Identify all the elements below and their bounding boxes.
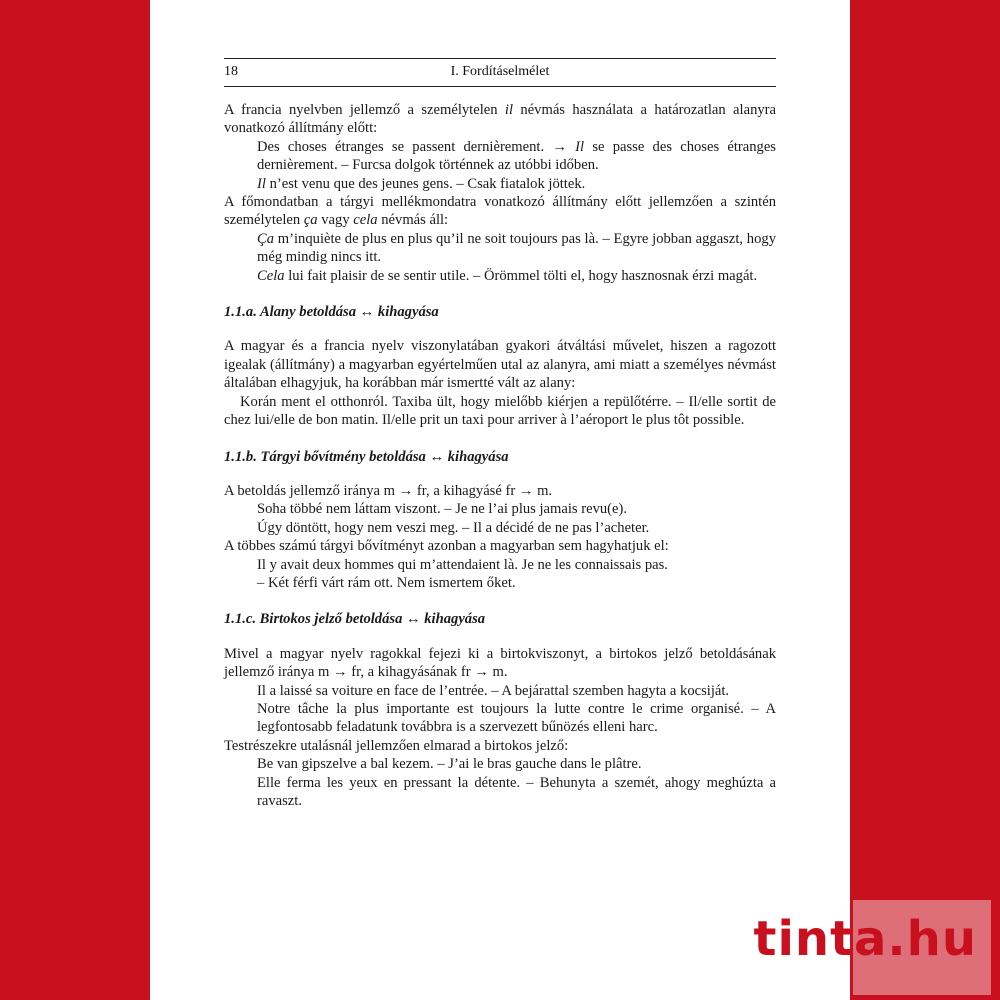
watermark <box>753 900 991 995</box>
paragraph <box>224 193 776 230</box>
italic-term: Il <box>575 138 585 155</box>
book-page <box>150 0 850 1000</box>
text-run: Elle ferma les yeux en pressant la détente. – Behunyta a szemét, ahogy meghúzta a ravaszt. <box>257 774 776 809</box>
text-run: Mivel a magyar nyelv ragokkal fejezi ki a birtokviszonyt, a birtokos jelző betoldásának jellemző iránya m → fr, a kihagyásának fr → m. <box>224 645 776 681</box>
spacer <box>224 321 776 337</box>
example-line <box>224 138 776 175</box>
italic-term: Il <box>257 175 266 192</box>
paragraph <box>224 737 776 755</box>
example-line <box>224 755 776 773</box>
text-run: Notre tâche la plus importante est toujours la lutte contre le crime organisé. – A legfontosabb feladatunk továbbra is a szervezett bűnözés elleni harc. <box>257 700 776 736</box>
paragraph <box>224 337 776 392</box>
italic-term: ça <box>303 212 318 229</box>
text-run: Des choses étranges se passent dernièrement. → <box>257 138 576 155</box>
text-run: A többes számú tárgyi bővítményt azonban a magyarban sem hagyhatjuk el: <box>224 538 669 555</box>
example-line <box>224 500 776 518</box>
text-run: névmás használata a határozatlan alanyra vonatkozó állítmány előtt: <box>224 102 776 137</box>
text-run: Testrészekre utalásnál jellemzően elmarad a birtokos jelző: <box>224 737 569 754</box>
watermark-logo: tinta.hu <box>753 911 977 967</box>
text-run: 1.1.c. Birtokos jelző betoldása ↔ kihagyása <box>224 611 486 628</box>
section-heading <box>224 303 776 321</box>
text-run: lui fait plaisir de se sentir utile. – Örömmel tölti el, hogy hasznosnak érzi magát. <box>284 267 758 284</box>
example-line <box>224 556 776 574</box>
text-run: A főmondatban a tárgyi mellékmondatra vonatkozó állítmány előtt jellemzően a szintén személytelen <box>224 194 776 229</box>
chapter-title: I. Fordításelmélet <box>450 64 550 79</box>
example-line <box>224 574 776 592</box>
italic-term: Ça <box>257 230 275 247</box>
example-line <box>224 519 776 537</box>
example-line <box>224 700 776 737</box>
text-run: m’inquiète de plus en plus qu’il ne soit toujours pas là. – Egyre jobban aggaszt, hogy még mindig nincs itt. <box>257 230 776 266</box>
text-run: Be van gipszelve a bal kezem. – J’ai le bras gauche dans le plâtre. <box>257 756 642 773</box>
example-line <box>224 267 776 285</box>
text-run: Il y avait deux hommes qui m’attendaient là. Je ne les connaissais pas. <box>257 556 668 573</box>
running-header <box>224 58 776 87</box>
paragraph <box>224 537 776 555</box>
section-heading <box>224 448 776 466</box>
page-number: 18 <box>224 64 238 79</box>
paragraph <box>224 482 776 500</box>
example-paragraph <box>224 393 776 430</box>
text-run: A francia nyelvben jellemző a személytelen <box>224 102 505 118</box>
paragraph <box>224 101 776 138</box>
example-line <box>224 682 776 700</box>
text-run: A betoldás jellemző iránya m → fr, a kihagyásé fr → m. <box>224 482 553 499</box>
example-line <box>224 774 776 811</box>
italic-term: cela <box>353 212 378 229</box>
example-line <box>224 230 776 267</box>
text-run: Il a laissé sa voiture en face de l’entrée. – A bejárattal szemben hagyta a kocsiját. <box>257 682 730 699</box>
page-body <box>224 101 776 810</box>
text-run: se passe des choses étranges dernièrement. – Furcsa dolgok történnek az utóbbi időben. <box>257 138 776 174</box>
section-heading <box>224 610 776 628</box>
italic-term: Cela <box>257 267 285 284</box>
paragraph <box>224 645 776 682</box>
example-line <box>224 175 776 193</box>
text-run: Úgy döntött, hogy nem veszi meg. – Il a décidé de ne pas l’acheter. <box>257 519 650 536</box>
italic-term: il <box>504 102 514 118</box>
spacer <box>224 430 776 448</box>
text-run: Korán ment el otthonról. Taxiba ült, hogy mielőbb kiérjen a repülőtérre. – Il/elle sortit de chez lui/elle de bon matin. Il/elle prit un taxi pour arriver à l’aéroport le plus tôt possible. <box>224 393 776 429</box>
text-run: 1.1.a. Alany betoldása ↔ kihagyása <box>224 304 439 321</box>
text-run: n’est venu que des jeunes gens. – Csak fiatalok jöttek. <box>265 175 586 192</box>
spacer <box>224 592 776 610</box>
text-run: A magyar és a francia nyelv viszonylatában gyakori átváltási művelet, hiszen a ragozott igealak (állítmány) a magyarban egyértelműen utal az alanyra, ami miatt a személyes névmást általában elhagyjuk, ha korábban már ismertté vált az alany: <box>224 338 776 392</box>
text-run: 1.1.b. Tárgyi bővítmény betoldása ↔ kihagyása <box>224 448 509 465</box>
spacer <box>224 285 776 303</box>
spacer <box>224 629 776 645</box>
text-run: névmás áll: <box>377 212 449 229</box>
spacer <box>224 466 776 482</box>
text-run: – Két férfi várt rám ott. Nem ismertem őket. <box>257 574 516 591</box>
text-run: Soha többé nem láttam viszont. – Je ne l’ai plus jamais revu(e). <box>257 501 628 518</box>
text-run: vagy <box>317 212 354 229</box>
